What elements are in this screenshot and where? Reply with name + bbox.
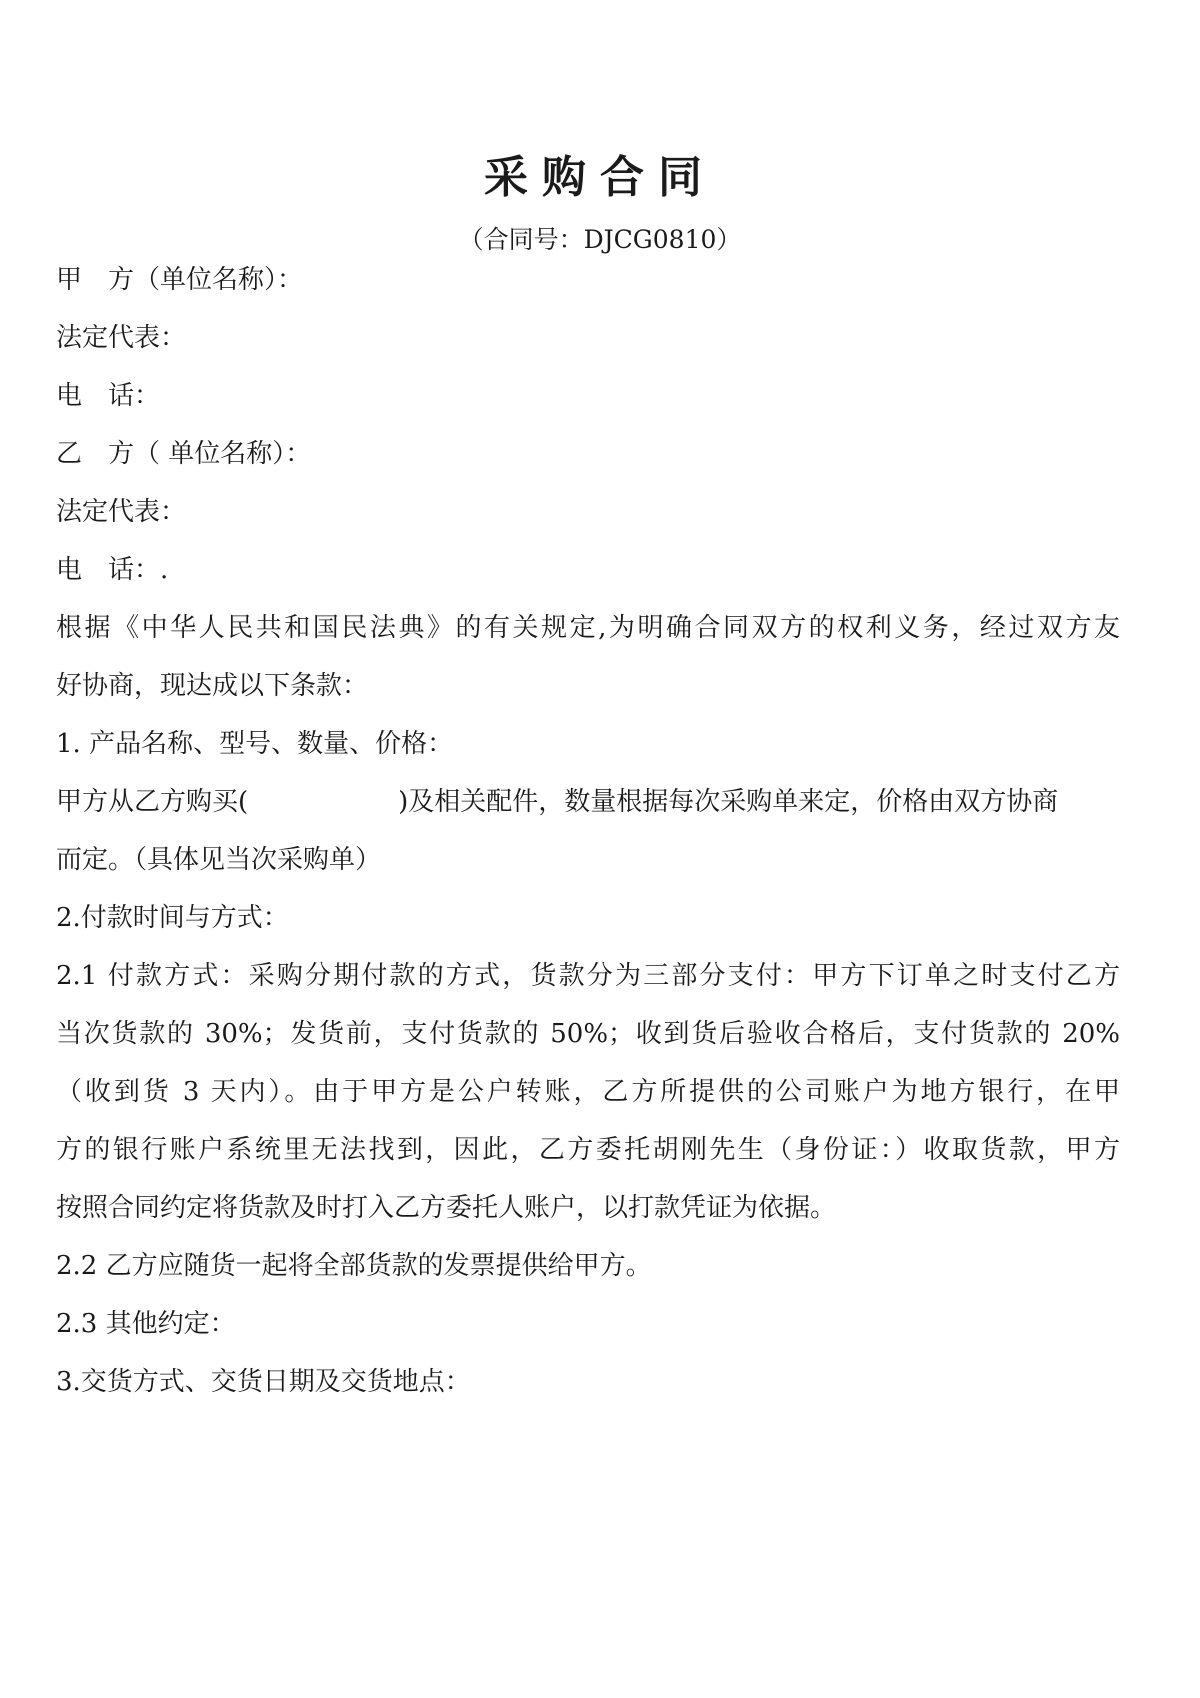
party-b-phone: 电 话：. xyxy=(56,555,169,585)
section-2-heading: 2.付款时间与方式： xyxy=(56,903,289,933)
party-a-phone: 电 话： xyxy=(56,381,161,411)
party-a-representative: 法定代表： xyxy=(56,323,187,353)
section-2-1-line: 2.1 付款方式：采购分期付款的方式，货款分为三部分支付：甲方下订单之时支付乙方 xyxy=(56,961,1120,991)
party-b-representative: 法定代表： xyxy=(56,497,187,527)
section-2-1-line: 当次货款的 30%；发货前，支付货款的 50%；收到货后验收合格后，支付货款的 20% xyxy=(56,1019,1120,1049)
section-1-body-line xyxy=(56,784,1120,820)
section-2-3: 2.3 其他约定： xyxy=(56,1309,236,1339)
section-3-heading: 3.交货方式、交货日期及交货地点： xyxy=(56,1367,471,1397)
document-title: 采购合同 xyxy=(484,152,716,203)
section-2-1-line: 按照合同约定将货款及时打入乙方委托人账户，以打款凭证为依据。 xyxy=(56,1193,837,1223)
contract-number: （合同号：DJCG0810） xyxy=(458,225,742,254)
section-2-2: 2.2 乙方应随货一起将全部货款的发票提供给甲方。 xyxy=(56,1251,652,1281)
section-1-heading: 1. 产品名称、型号、数量、价格： xyxy=(56,729,454,759)
section-2-1-line: （收到货 3 天内）。由于甲方是公户转账，乙方所提供的公司账户为地方银行，在甲 xyxy=(56,1077,1120,1107)
section-2-1-line: 方的银行账户系统里无法找到，因此，乙方委托胡刚先生（身份证：）收取货款，甲方 xyxy=(56,1135,1120,1165)
section-1-body-line: 而定。（具体见当次采购单） xyxy=(56,845,382,875)
purchase-text-end: )及相关配件，数量根据每次采购单来定，价格由双方协商 xyxy=(398,787,1059,817)
purchase-text-start: 甲方从乙方购买( xyxy=(56,787,249,817)
intro-paragraph-line: 根据《中华人民共和国民法典》的有关规定,为明确合同双方的权利义务，经过双方友 xyxy=(56,613,1120,643)
party-b-name: 乙 方（ 单位名称）： xyxy=(56,439,312,469)
party-a-name: 甲 方（单位名称）： xyxy=(56,265,304,295)
intro-paragraph-line: 好协商，现达成以下条款： xyxy=(56,671,369,701)
